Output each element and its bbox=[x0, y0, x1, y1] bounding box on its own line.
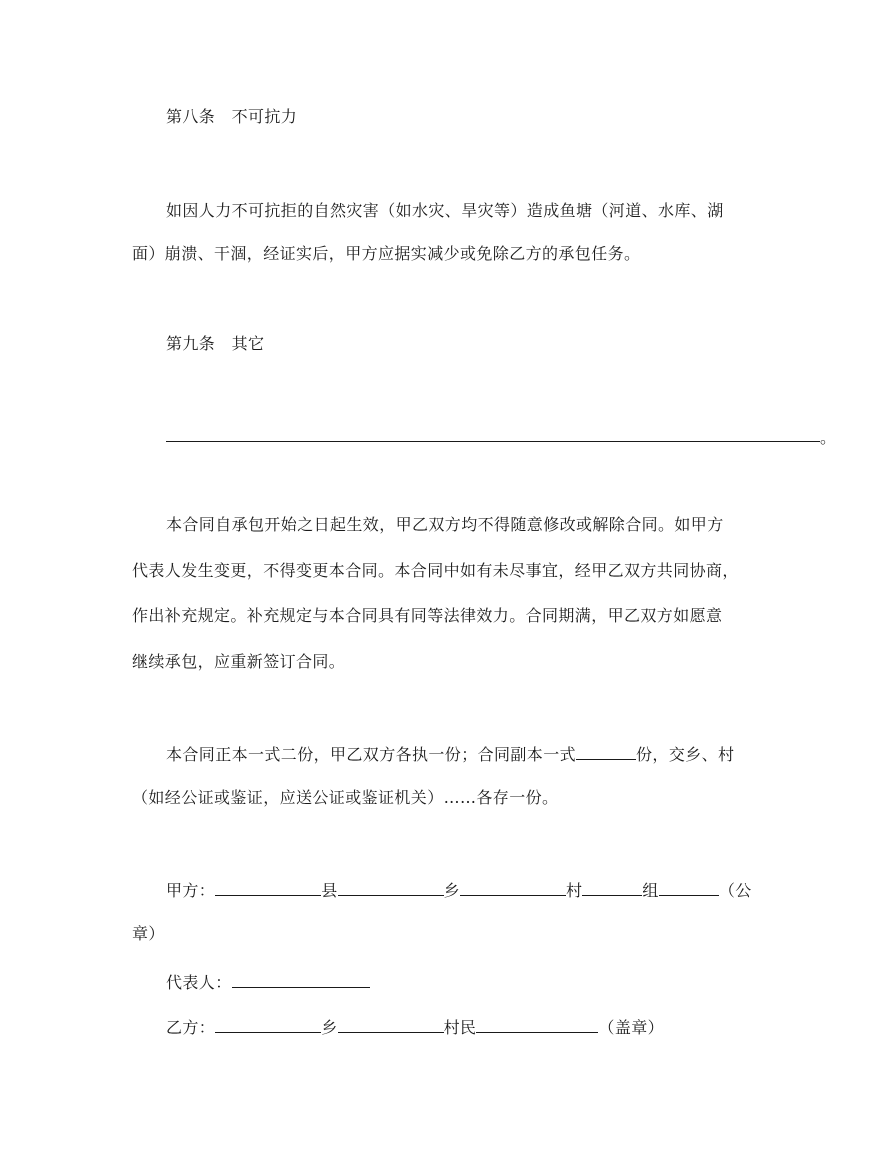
seal-open-label: （公 bbox=[718, 881, 752, 900]
party-a-seal-close: 章） bbox=[132, 924, 165, 943]
village-blank bbox=[460, 878, 566, 896]
article-9-blank-end: 。 bbox=[820, 428, 837, 447]
party-b-township-label: 乡 bbox=[321, 1018, 338, 1037]
group-label: 组 bbox=[642, 881, 659, 900]
copies-clause-line-1 bbox=[166, 742, 734, 765]
effect-clause-line-1: 本合同自承包开始之日起生效，甲乙双方均不得随意修改或解除合同。如甲方 bbox=[166, 515, 724, 534]
article-8-line-2: 面）崩溃、干涸，经证实后，甲方应据实减少或免除乙方的承包任务。 bbox=[132, 244, 641, 263]
party-b-village-blank bbox=[338, 1015, 444, 1033]
article-8-heading: 第八条 不可抗力 bbox=[166, 107, 298, 126]
copies-clause-line-2: （如经公证或鉴证，应送公证或鉴证机关）……各存一份。 bbox=[132, 788, 559, 807]
village-label: 村 bbox=[566, 881, 583, 900]
party-a-line bbox=[166, 878, 752, 901]
county-blank bbox=[215, 878, 321, 896]
effect-clause-line-2: 代表人发生变更，不得变更本合同。本合同中如有未尽事宜，经甲乙双方共同协商， bbox=[132, 561, 739, 580]
party-b-township-blank bbox=[215, 1015, 321, 1033]
group-blank bbox=[582, 878, 642, 896]
township-label: 乡 bbox=[443, 881, 461, 900]
township-blank bbox=[338, 878, 444, 896]
group-extra-blank bbox=[659, 878, 719, 896]
article-9-heading: 第九条 其它 bbox=[166, 334, 265, 353]
party-b-seal-label: （盖章） bbox=[598, 1018, 665, 1037]
representative-label: 代表人： bbox=[166, 973, 232, 992]
party-b-line bbox=[166, 1015, 664, 1038]
copies-count-blank bbox=[576, 742, 636, 760]
villager-blank bbox=[476, 1015, 598, 1033]
effect-clause-line-4: 继续承包，应重新签订合同。 bbox=[132, 652, 346, 671]
copies-clause-text-a: 本合同正本一式二份，甲乙双方各执一份；合同副本一式 bbox=[166, 745, 577, 764]
representative-blank bbox=[232, 970, 370, 988]
copies-clause-text-b: 份，交乡、村 bbox=[636, 745, 735, 764]
party-b-label: 乙方： bbox=[166, 1018, 216, 1037]
county-label: 县 bbox=[321, 881, 338, 900]
villager-label: 村民 bbox=[443, 1018, 477, 1037]
effect-clause-line-3: 作出补充规定。补充规定与本合同具有同等法律效力。合同期满，甲乙双方如愿意 bbox=[132, 606, 723, 625]
party-a-label: 甲方： bbox=[166, 881, 216, 900]
representative-line bbox=[166, 970, 370, 993]
article-8-line-1: 如因人力不可抗拒的自然灾害（如水灾、旱灾等）造成鱼塘（河道、水库、湖 bbox=[166, 201, 724, 220]
article-9-blank-line bbox=[166, 441, 820, 442]
